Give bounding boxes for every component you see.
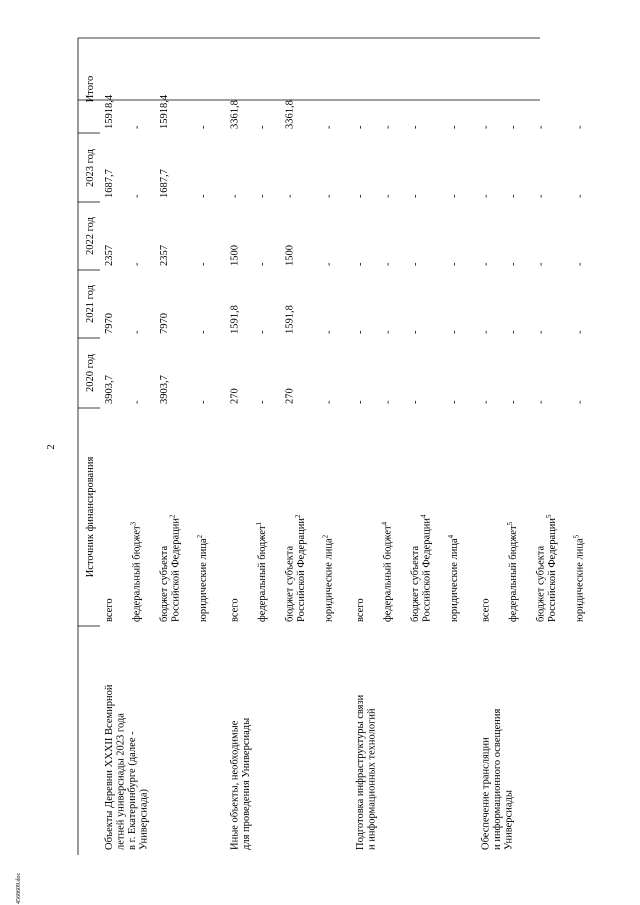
source-label: всего: [480, 598, 492, 622]
group-title-1: для проведения Универсиады: [241, 717, 252, 850]
value-cell: 3361,8: [229, 100, 241, 129]
source-label: Российской Федерации$^5$: [545, 514, 558, 622]
source-label: федеральный бюджет$^4$: [380, 521, 394, 622]
value-cell: -: [198, 194, 209, 198]
value-cell: -: [410, 125, 421, 129]
value-cell: -: [198, 400, 209, 404]
value-cell: -: [508, 400, 519, 404]
source-label: Российской Федерации$^4$: [419, 514, 433, 622]
value-cell: -: [449, 262, 460, 266]
value-cell: -: [257, 194, 268, 198]
value-cell: -: [535, 262, 547, 266]
value-cell: 1500: [284, 245, 296, 266]
value-cell: 270: [229, 388, 241, 404]
value-cell: -: [508, 194, 519, 198]
value-cell: -: [198, 262, 209, 266]
value-cell: -: [535, 400, 547, 404]
source-label: федеральный бюджет$^3$: [129, 521, 143, 622]
value-cell: -: [574, 125, 586, 129]
value-cell: -: [480, 400, 492, 404]
value-cell: -: [410, 262, 421, 266]
value-cell: -: [257, 125, 268, 129]
value-cell: -: [574, 330, 586, 334]
value-cell: 1500: [229, 245, 241, 266]
source-label: бюджет субъекта: [284, 545, 296, 622]
value-cell: -: [257, 262, 268, 266]
group-title-3: Обеспечение трансляции: [480, 737, 492, 850]
group-title-0: летней универсиады 2023 года: [115, 713, 127, 850]
source-label: Российской Федерации$^2$: [168, 514, 182, 622]
source-label: юридические лица$^2$: [196, 534, 209, 622]
value-cell: 3903,7: [104, 375, 115, 404]
value-cell: -: [323, 125, 335, 129]
value-cell: -: [508, 262, 519, 266]
value-cell: -: [382, 194, 394, 198]
value-cell: 15918,4: [104, 94, 115, 129]
group-title-0: Универсиада): [138, 789, 150, 850]
value-cell: -: [535, 330, 547, 334]
value-cell: -: [535, 125, 547, 129]
header-col-0: 2020 год: [85, 354, 96, 392]
source-label: всего: [104, 598, 115, 622]
group-title-3: Универсиады: [503, 790, 515, 850]
value-cell: -: [323, 400, 335, 404]
value-cell: -: [355, 262, 366, 266]
value-cell: -: [480, 330, 492, 334]
source-label: бюджет субъекта: [410, 545, 421, 622]
value-cell: 1591,8: [284, 305, 296, 334]
value-cell: 1687,7: [159, 169, 170, 198]
value-cell: 3903,7: [159, 375, 170, 404]
value-cell: -: [257, 400, 268, 404]
page-number: 2: [46, 444, 57, 450]
value-cell: -: [131, 194, 143, 198]
group-title-2: и информационных технологий: [366, 708, 378, 850]
value-cell: -: [382, 400, 394, 404]
group-title-0: в г. Екатеринбурге (далее -: [127, 731, 138, 850]
source-label: всего: [355, 598, 366, 622]
value-cell: -: [535, 194, 547, 198]
value-cell: -: [449, 194, 460, 198]
value-cell: -: [574, 262, 586, 266]
value-cell: 1687,7: [104, 169, 115, 198]
value-cell: 3361,8: [284, 100, 296, 129]
value-cell: -: [382, 125, 394, 129]
value-cell: -: [284, 194, 296, 198]
value-cell: -: [410, 194, 421, 198]
group-title-0: Объекты Деревни XXXII Всемирной: [104, 684, 115, 850]
value-cell: 7970: [104, 313, 115, 334]
source-label: федеральный бюджет$^1$: [255, 521, 268, 622]
value-cell: -: [508, 330, 519, 334]
value-cell: -: [449, 330, 460, 334]
value-cell: -: [574, 400, 586, 404]
value-cell: -: [198, 125, 209, 129]
value-cell: 270: [284, 388, 296, 404]
value-cell: -: [355, 194, 366, 198]
value-cell: -: [382, 330, 394, 334]
source-label: бюджет субъекта: [535, 545, 547, 622]
value-cell: -: [508, 125, 519, 129]
value-cell: -: [131, 262, 143, 266]
header-col-2: 2022 год: [85, 217, 96, 255]
file-name: 4568609.doc: [16, 872, 22, 904]
value-cell: -: [574, 194, 586, 198]
value-cell: -: [131, 400, 143, 404]
value-cell: 2357: [159, 245, 170, 266]
value-cell: -: [410, 330, 421, 334]
source-label: всего: [229, 598, 241, 622]
header-col-4: Итого: [85, 75, 96, 103]
value-cell: -: [323, 194, 335, 198]
value-cell: 7970: [159, 313, 170, 334]
value-cell: -: [323, 330, 335, 334]
value-cell: 1591,8: [229, 305, 241, 334]
source-label: Российской Федерации$^2$: [294, 514, 307, 622]
value-cell: -: [323, 262, 335, 266]
value-cell: -: [257, 330, 268, 334]
group-title-3: и информационного освещения: [492, 708, 503, 850]
value-cell: -: [449, 125, 460, 129]
value-cell: -: [131, 125, 143, 129]
group-title-2: Подготовка инфраструктуры связи: [355, 694, 366, 850]
source-label: юридические лица$^2$: [321, 534, 335, 622]
value-cell: 2357: [104, 245, 115, 266]
value-cell: -: [198, 330, 209, 334]
value-cell: -: [355, 125, 366, 129]
value-cell: -: [355, 330, 366, 334]
value-cell: -: [229, 194, 241, 198]
value-cell: -: [480, 194, 492, 198]
group-title-1: Иные объекты, необходимые: [229, 720, 241, 850]
source-label: юридические лица$^4$: [447, 534, 460, 622]
header-source: Источник финансирования: [85, 456, 96, 578]
value-cell: -: [410, 400, 421, 404]
value-cell: -: [449, 400, 460, 404]
value-cell: -: [355, 400, 366, 404]
value-cell: 15918,4: [159, 94, 170, 129]
header-col-3: 2023 год: [85, 149, 96, 187]
source-label: юридические лица$^5$: [572, 534, 586, 622]
value-cell: -: [382, 262, 394, 266]
source-label: федеральный бюджет$^5$: [506, 521, 519, 622]
source-label: бюджет субъекта: [159, 545, 170, 622]
header-col-1: 2021 год: [85, 285, 96, 323]
value-cell: -: [131, 330, 143, 334]
value-cell: -: [480, 125, 492, 129]
value-cell: -: [480, 262, 492, 266]
